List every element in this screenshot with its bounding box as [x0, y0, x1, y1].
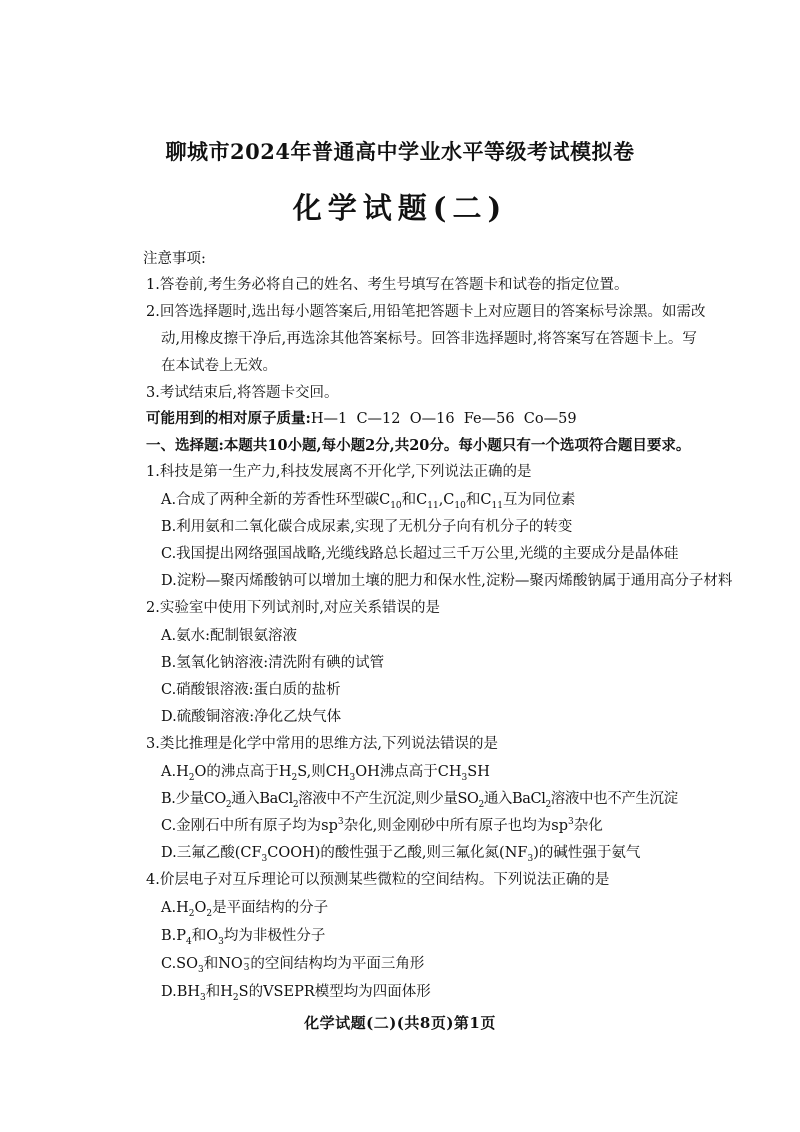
q1-option-a: A.合成了两种全新的芳香性环型碳$C_{10}$和$C_{11},C_{10}$和$C_{11}$互为同位素	[161, 492, 576, 511]
notice-item-1: 1.答卷前,考生务必将自己的姓名、考生号填写在答题卡和试卷的指定位置。	[146, 277, 629, 293]
q1-option-b: B.利用氨和二氧化碳合成尿素,实现了无机分子向有机分子的转变	[161, 519, 573, 535]
atomic-masses	[146, 409, 577, 429]
notice-heading: 注意事项:	[143, 251, 206, 267]
q1-option-d: D.淀粉—聚丙烯酸钠可以增加土壤的肥力和保水性,淀粉—聚丙烯酸钠属于通用高分子材料	[161, 573, 733, 589]
q2-stem: 2.实验室中使用下列试剂时,对应关系错误的是	[146, 600, 440, 616]
q4-option-d: $D.BH_3$和$H_2S$的VSEPR模型均为四面体形	[161, 984, 431, 1003]
page-footer: 化学试题(二)(共8页)第1页	[304, 1014, 496, 1032]
q2-option-a: A.氨水:配制银氨溶液	[161, 628, 297, 644]
q3-option-d: D.三氟乙酸$(CF_3COOH)$的酸性强于乙酸,则三氟化氮$(NF_3)$的碱性强于氨气	[161, 845, 641, 864]
q3-option-a: $A.H_2O$的沸点高于$H_2S$,则$CH_3OH$沸点高于$CH_3SH$	[161, 764, 490, 783]
q1-option-c: C.我国提出网络强国战略,光缆线路总长超过三千万公里,光缆的主要成分是晶体硅	[161, 546, 679, 562]
atomic-masses-label: 可能用到的相对原子质量:	[146, 410, 311, 427]
section-1-heading: 一、选择题:本题共10小题,每小题2分,共20分。每小题只有一个选项符合题目要求。	[146, 437, 691, 454]
q2-option-b: B.氢氧化钠溶液:清洗附有碘的试管	[161, 655, 385, 671]
notice-item-2-line-2: 动,用橡皮擦干净后,再选涂其他答案标号。回答非选择题时,将答案写在答题卡上。写	[161, 331, 697, 347]
q4-option-c: $C.SO_3$和NO − 3 的空间结构均为平面三角形	[161, 954, 425, 975]
q1-stem: 1.科技是第一生产力,科技发展离不开化学,下列说法正确的是	[146, 464, 532, 480]
q3-option-b: B.少量$CO_2$通入BaCl$_2$溶液中不产生沉淀,则少量$SO_2$通入BaCl$_2$溶液中也不产生沉淀	[161, 791, 678, 810]
q2-option-d: D.硫酸铜溶液:净化乙炔气体	[161, 709, 342, 725]
q4-option-a: $A.H_2O_2$是平面结构的分子	[161, 900, 329, 919]
q4-stem: 4.价层电子对互斥理论可以预测某些微粒的空间结构。下列说法正确的是	[146, 872, 610, 888]
notice-item-2-line-1: 2.回答选择题时,选出每小题答案后,用铅笔把答题卡上对应题目的答案标号涂黑。如需改	[146, 304, 706, 320]
q3-stem: 3.类比推理是化学中常用的思维方法,下列说法错误的是	[146, 736, 498, 752]
exam-title: 聊城市2024年普通高中学业水平等级考试模拟卷	[165, 139, 635, 164]
q3-option-c: C.金刚石中所有原子均为$sp^3$杂化,则金刚砂中所有原子也均为$sp^3$杂化	[161, 817, 603, 834]
atomic-masses-values: H—1 C—12 O—16 Fe—56 Co—59	[310, 411, 577, 427]
subject-title: 化学试题(二)	[292, 191, 508, 225]
notice-item-3: 3.考试结束后,将答题卡交回。	[146, 385, 339, 401]
q2-option-c: C.硝酸银溶液:蛋白质的盐析	[161, 682, 341, 698]
notice-item-2-line-3: 在本试卷上无效。	[161, 358, 277, 374]
q4-option-b: $B.P_4$和$O_3$均为非极性分子	[161, 928, 326, 947]
